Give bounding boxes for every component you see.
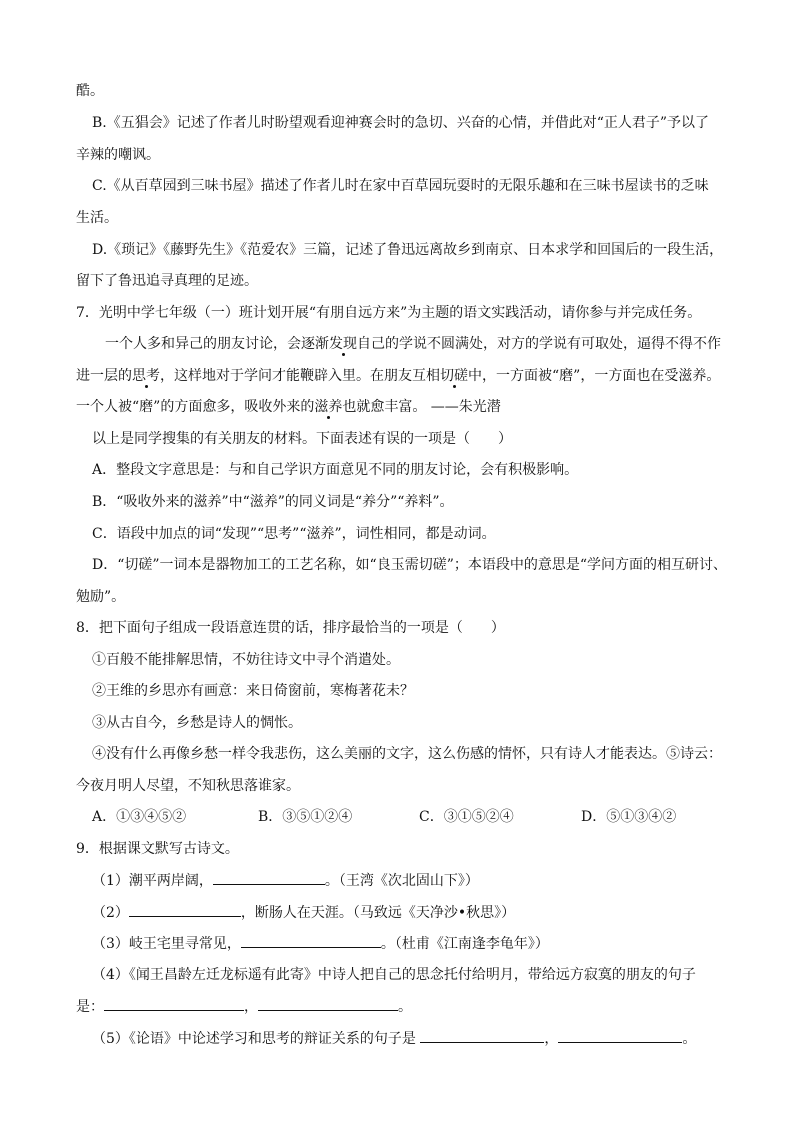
option-c-q6: C.《从百草园到三味书屋》描述了作者儿时在家中百草园玩耍时的无限乐趣和在三味书屋读书的乏味 [92,178,709,194]
option-b-q7: B．“吸收外来的滋养”中“滋养”的同义词是“养分”“养料”。 [92,494,454,510]
answer-blank[interactable] [213,870,325,885]
sentence-item: ①百般不能排解思情，不妨往诗文中寻个消遣处。 [92,652,400,668]
sentence-item: ②王维的乡思亦有画意：来日倚窗前，寒梅著花未？ [92,683,414,699]
fill-item-3: （3）岐王宅里寻常见， 。（杜甫《江南逢李龟年》） [92,933,549,953]
question-8-options [0,807,794,827]
question-9-stem: 9．根据课文默写古诗文。 [76,841,239,857]
option-d-q6: D.《琐记》《藤野先生》《范爱农》三篇，记述了鲁迅远离故乡到南京、日本求学和回国后的一段生活， [92,242,724,258]
fill-item-1: （1）潮平两岸阔， 。（王湾《次北固山下》） [92,870,479,890]
option-b-q6: B.《五猖会》记述了作者儿时盼望观看迎神赛会时的急切、兴奋的心情，并借此对“正人君子”予以了 [92,115,710,131]
option-a-q8: A．①③④⑤② [92,809,187,825]
answer-blank[interactable] [129,902,241,917]
sentence-item: ③从古自今，乡愁是诗人的惆怅。 [92,715,302,731]
fill-item-4-answer: 是： ， 。 [76,996,412,1016]
sentence-item: ④没有什么再像乡愁一样令我悲伤，这么美丽的文字，这么伤感的情怀，只有诗人才能表达。⑤诗云： [92,746,722,762]
dotted-word: 思考 [132,368,160,384]
question-8-stem: 8．把下面句子组成一段语意连贯的话，排序最恰当的一项是（ ） [76,620,505,636]
text-line: 勉励”。 [76,589,126,605]
answer-blank[interactable] [258,996,398,1011]
text-line: 酷。 [76,83,104,99]
passage-line: 一个人多和异己的朋友讨论，会逐渐发现自己的学说不圆满处，对方的学说有可取处，逼得不得不作 [105,336,721,352]
option-a-q7: A．整段文字意思是：与和自己学识方面意见不同的朋友讨论，会有积极影响。 [92,462,579,478]
fill-item-2: （2） ，断肠人在天涯。（马致远《天净沙•秋思》） [92,902,515,922]
answer-blank[interactable] [420,1028,544,1043]
answer-blank[interactable] [558,1028,682,1043]
dotted-word: 滋养 [314,399,343,415]
question-7-stem: 7．光明中学七年级（一）班计划开展“有朋自远方来”为主题的语文实践活动，请你参与并完成任务。 [76,305,702,321]
option-b-q8: B．③⑤①②④ [258,809,353,825]
dotted-word: 发现 [329,336,357,352]
fill-item-4: （4）《闻王昌龄左迁龙标遥有此寄》中诗人把自己的思念托付给明月，带给远方寂寞的朋友的句子 [92,967,696,983]
option-d-q7: D．“切磋”一词本是器物加工的工艺名称，如“良玉需切磋”；本语段中的意思是“学问方面的相互研讨、 [92,557,728,573]
answer-blank[interactable] [241,933,381,948]
option-c-q7: C．语段中加点的词“发现”“思考”“滋养”，词性相同，都是动词。 [92,526,496,542]
fill-item-5: （5）《论语》中论述学习和思考的辩证关系的句子是 ， 。 [92,1028,696,1048]
question-7-prompt: 以上是同学搜集的有关朋友的材料。下面表述有误的一项是（ ） [92,431,512,447]
sentence-item: 今夜月明人尽望，不知秋思落谁家。 [76,778,300,794]
option-c-q8: C．③①⑤②④ [419,809,514,825]
option-d-q8: D．⑤①③④② [581,809,677,825]
answer-blank[interactable] [104,996,244,1011]
text-line: 辛辣的嘲讽。 [76,147,160,163]
passage-line: 一个人被“磨”的方面愈多，吸收外来的滋养也就愈丰富。 ——朱光潜 [76,399,501,415]
text-line: 留下了鲁迅追寻真理的足迹。 [76,273,258,289]
dotted-word: 切磋 [440,368,468,384]
passage-line: 进一层的思考，这样地对于学问才能鞭辟入里。在朋友互相切磋中，一方面被“磨”，一方面也在受滋养。 [76,368,721,384]
text-line: 生活。 [76,210,118,226]
